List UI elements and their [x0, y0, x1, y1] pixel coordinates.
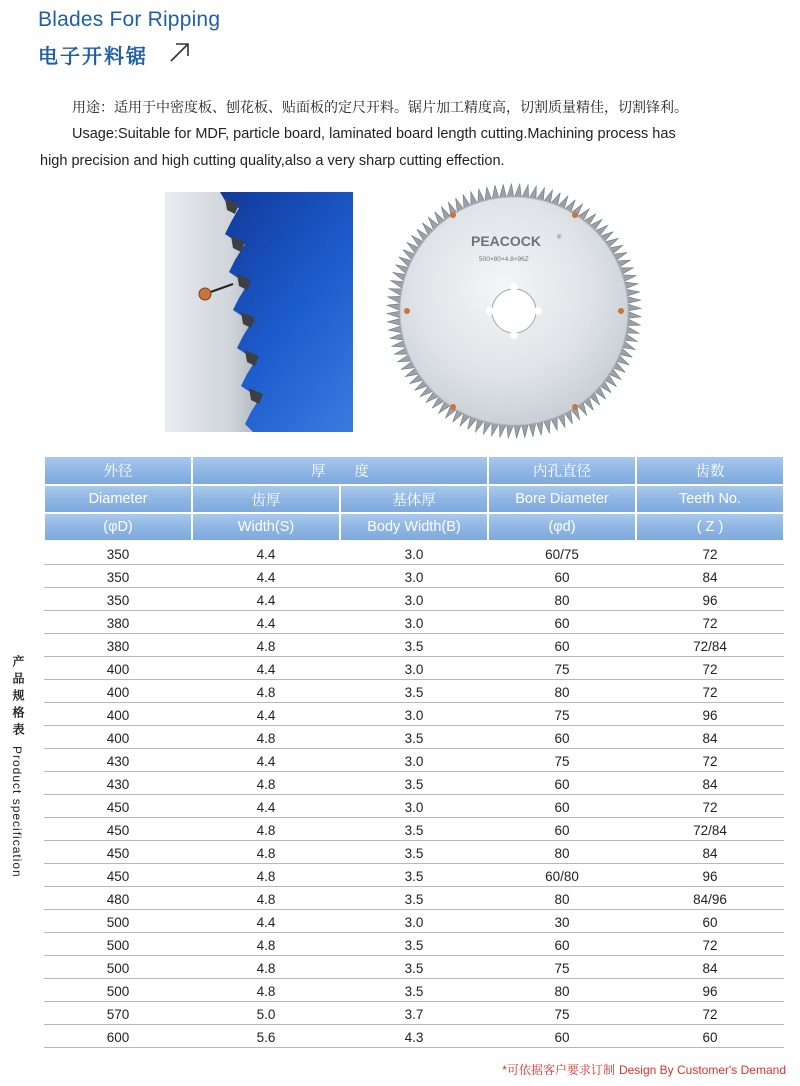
header-cell: Diameter	[44, 485, 192, 513]
table-cell: 72	[636, 1002, 784, 1025]
table-cell: 80	[488, 680, 636, 703]
table-cell: 4.8	[192, 933, 340, 956]
footer-note-cn: *可依据客户要求订制	[502, 1063, 615, 1077]
product-spec-table	[43, 455, 785, 1048]
table-row	[44, 841, 784, 864]
table-cell: 4.4	[192, 540, 340, 565]
table-cell: 500	[44, 979, 192, 1002]
table-cell: 4.3	[340, 1025, 488, 1048]
header-cell: Body Width(B)	[340, 513, 488, 540]
table-cell: 75	[488, 703, 636, 726]
table-row	[44, 565, 784, 588]
table-cell: 500	[44, 956, 192, 979]
table-cell: 450	[44, 795, 192, 818]
table-cell: 400	[44, 680, 192, 703]
usage-description-en-line1: Usage:Suitable for MDF, particle board, laminated board length cutting.Machining process has	[72, 126, 676, 142]
table-cell: 4.4	[192, 703, 340, 726]
header-cell: 齿数	[636, 456, 784, 485]
table-cell: 400	[44, 726, 192, 749]
table-cell: 72/84	[636, 818, 784, 841]
table-cell: 500	[44, 910, 192, 933]
table-cell: 3.0	[340, 611, 488, 634]
table-cell: 3.7	[340, 1002, 488, 1025]
table-cell: 4.8	[192, 680, 340, 703]
table-cell: 500	[44, 933, 192, 956]
table-cell: 80	[488, 887, 636, 910]
table-cell: 60/75	[488, 540, 636, 565]
table-cell: 4.8	[192, 772, 340, 795]
table-cell: 72	[636, 657, 784, 680]
table-cell: 3.5	[340, 979, 488, 1002]
table-row	[44, 657, 784, 680]
table-cell: 96	[636, 588, 784, 611]
table-cell: 3.0	[340, 540, 488, 565]
table-cell: 75	[488, 657, 636, 680]
table-cell: 3.5	[340, 841, 488, 864]
usage-description-cn: 用途：适用于中密度板、刨花板、贴面板的定尺开料。锯片加工精度高，切割质量精佳，切割锋利。	[72, 99, 688, 115]
table-cell: 4.4	[192, 795, 340, 818]
table-cell: 96	[636, 703, 784, 726]
table-cell: 3.0	[340, 588, 488, 611]
table-row	[44, 680, 784, 703]
table-row	[44, 979, 784, 1002]
table-cell: 3.0	[340, 703, 488, 726]
header-cell: (φd)	[488, 513, 636, 540]
sidebar-label-en: Product specification	[10, 746, 24, 878]
table-cell: 72	[636, 795, 784, 818]
table-cell: 350	[44, 540, 192, 565]
table-row	[44, 933, 784, 956]
table-cell: 4.4	[192, 657, 340, 680]
table-cell: 75	[488, 956, 636, 979]
table-cell: 3.0	[340, 657, 488, 680]
table-cell: 30	[488, 910, 636, 933]
table-cell: 3.0	[340, 749, 488, 772]
arrow-up-right-icon	[168, 40, 192, 64]
header-cell: Bore Diameter	[488, 485, 636, 513]
table-cell: 60	[488, 1025, 636, 1048]
header-cell: 厚 度	[192, 456, 488, 485]
table-cell: 350	[44, 588, 192, 611]
table-row	[44, 910, 784, 933]
table-cell: 3.5	[340, 726, 488, 749]
header-cell: 齿厚	[192, 485, 340, 513]
table-cell: 600	[44, 1025, 192, 1048]
footer-note	[502, 1061, 786, 1078]
table-cell: 3.5	[340, 772, 488, 795]
usage-description-en-line2: high precision and high cutting quality,also a very sharp cutting effection.	[40, 153, 505, 169]
page-title-en: Blades For Ripping	[38, 8, 221, 31]
table-cell: 75	[488, 1002, 636, 1025]
table-cell: 480	[44, 887, 192, 910]
table-cell: 4.4	[192, 749, 340, 772]
table-row	[44, 1002, 784, 1025]
table-cell: 60	[488, 726, 636, 749]
table-cell: 450	[44, 841, 192, 864]
table-cell: 60	[488, 611, 636, 634]
table-cell: 75	[488, 749, 636, 772]
table-cell: 60	[488, 818, 636, 841]
table-cell: 60	[488, 772, 636, 795]
table-header-row	[44, 485, 784, 513]
header-cell: ( Z )	[636, 513, 784, 540]
table-cell: 450	[44, 818, 192, 841]
table-cell: 60/80	[488, 864, 636, 887]
table-cell: 4.4	[192, 611, 340, 634]
sidebar-label-cn: 产品规格表	[11, 655, 25, 740]
table-cell: 72/84	[636, 634, 784, 657]
table-cell: 4.8	[192, 956, 340, 979]
table-cell: 5.0	[192, 1002, 340, 1025]
table-row	[44, 703, 784, 726]
page-title-cn: 电子开料锯	[38, 46, 148, 68]
blade-teeth-closeup-image	[165, 192, 353, 432]
table-cell: 72	[636, 933, 784, 956]
table-cell: 5.6	[192, 1025, 340, 1048]
table-cell: 450	[44, 864, 192, 887]
table-cell: 4.8	[192, 818, 340, 841]
table-cell: 3.5	[340, 818, 488, 841]
blade-brand-text: PEACOCK	[471, 233, 542, 249]
table-cell: 4.4	[192, 565, 340, 588]
header-cell: 基体厚	[340, 485, 488, 513]
table-cell: 72	[636, 749, 784, 772]
table-row	[44, 1025, 784, 1048]
table-cell: 3.5	[340, 956, 488, 979]
table-cell: 80	[488, 588, 636, 611]
table-cell: 84	[636, 772, 784, 795]
table-row	[44, 749, 784, 772]
table-cell: 400	[44, 703, 192, 726]
table-cell: 400	[44, 657, 192, 680]
table-cell: 60	[488, 795, 636, 818]
table-cell: 80	[488, 979, 636, 1002]
table-cell: 4.8	[192, 841, 340, 864]
header-cell: 外径	[44, 456, 192, 485]
footer-note-en: Design By Customer's Demand	[618, 1063, 786, 1077]
table-row	[44, 956, 784, 979]
table-cell: 72	[636, 540, 784, 565]
table-cell: 4.4	[192, 588, 340, 611]
table-row	[44, 588, 784, 611]
blade-spec-code: 500×80×4.8×96Z	[479, 256, 529, 263]
table-cell: 3.5	[340, 864, 488, 887]
table-cell: 72	[636, 611, 784, 634]
table-cell: 3.0	[340, 795, 488, 818]
blade-brand-mark: ®	[557, 235, 562, 241]
saw-blade-image	[385, 182, 643, 440]
table-cell: 84	[636, 956, 784, 979]
table-row	[44, 772, 784, 795]
table-cell: 4.8	[192, 887, 340, 910]
table-cell: 4.8	[192, 979, 340, 1002]
table-cell: 60	[488, 634, 636, 657]
table-row	[44, 726, 784, 749]
header-cell: Teeth No.	[636, 485, 784, 513]
table-cell: 380	[44, 611, 192, 634]
table-row	[44, 818, 784, 841]
table-cell: 80	[488, 841, 636, 864]
table-row	[44, 540, 784, 565]
header-cell: Width(S)	[192, 513, 340, 540]
table-header-row	[44, 456, 784, 485]
table-row	[44, 611, 784, 634]
table-cell: 60	[488, 933, 636, 956]
table-cell: 4.8	[192, 726, 340, 749]
table-row	[44, 634, 784, 657]
table-cell: 380	[44, 634, 192, 657]
table-cell: 3.0	[340, 910, 488, 933]
table-row	[44, 887, 784, 910]
table-cell: 3.5	[340, 933, 488, 956]
header-cell: (φD)	[44, 513, 192, 540]
table-cell: 96	[636, 979, 784, 1002]
table-cell: 4.8	[192, 864, 340, 887]
sidebar-label	[10, 655, 28, 878]
table-header-row	[44, 513, 784, 540]
table-cell: 60	[636, 910, 784, 933]
header-cell: 内孔直径	[488, 456, 636, 485]
table-cell: 3.5	[340, 680, 488, 703]
table-cell: 84	[636, 565, 784, 588]
table-cell: 60	[636, 1025, 784, 1048]
table-row	[44, 864, 784, 887]
table-cell: 3.5	[340, 887, 488, 910]
table-cell: 84/96	[636, 887, 784, 910]
table-cell: 96	[636, 864, 784, 887]
table-cell: 4.4	[192, 910, 340, 933]
table-cell: 430	[44, 749, 192, 772]
table-cell: 430	[44, 772, 192, 795]
table-cell: 84	[636, 726, 784, 749]
table-cell: 72	[636, 680, 784, 703]
table-cell: 570	[44, 1002, 192, 1025]
table-cell: 84	[636, 841, 784, 864]
table-cell: 4.8	[192, 634, 340, 657]
table-cell: 60	[488, 565, 636, 588]
table-cell: 3.0	[340, 565, 488, 588]
table-body	[44, 540, 784, 1048]
table-cell: 3.5	[340, 634, 488, 657]
table-cell: 350	[44, 565, 192, 588]
table-row	[44, 795, 784, 818]
